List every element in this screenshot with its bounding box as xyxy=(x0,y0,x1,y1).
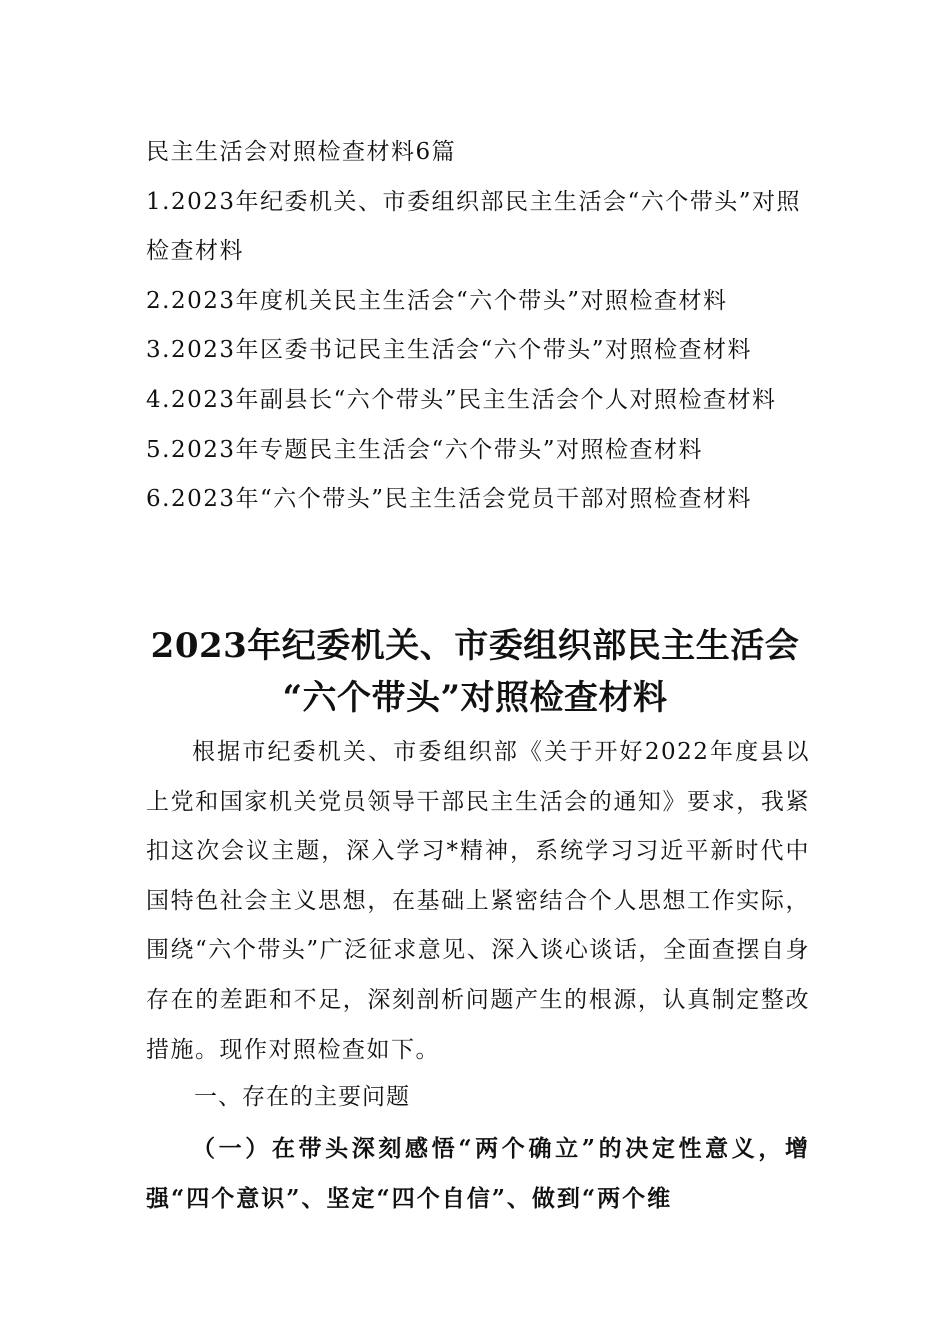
article-title xyxy=(100,620,850,724)
table-of-contents xyxy=(146,128,806,525)
subsection-heading-1 xyxy=(146,1124,810,1223)
subsection-heading-text: （一）在带头深刻感悟“两个确立”的决定性意义，增强“四个意识”、坚定“四个自信”、做到“两个维 xyxy=(146,1135,810,1212)
article-intro xyxy=(146,728,810,1075)
toc-item-2: 2.2023年度机关民主生活会“六个带头”对照检查材料 xyxy=(146,287,728,314)
toc-item-5: 5.2023年专题民主生活会“六个带头”对照检查材料 xyxy=(146,436,703,463)
intro-paragraph: 根据市纪委机关、市委组织部《关于开好2022年度县以上党和国家机关党员领导干部民主生活会的通知》要求，我紧扣这次会议主题，深入学习*精神，系统学习习近平新时代中国特色社会主义思想，在基础上紧密结合个人思想工作实际，围绕“六个带头”广泛征求意见、深入谈心谈话，全面查摆自身存在的差距和不足，深刻剖析问题产生的根源，认真制定整改措施。现作对照检查如下。 xyxy=(146,739,810,1063)
article-title-line-2: “六个带头”对照检查材料 xyxy=(282,678,668,718)
toc-item-4: 4.2023年副县长“六个带头”民主生活会个人对照检查材料 xyxy=(146,386,777,413)
article-title-line-1: 2023年纪委机关、市委组织部民主生活会 xyxy=(150,626,800,666)
toc-title: 民主生活会对照检查材料6篇 xyxy=(146,139,457,165)
toc-item-6: 6.2023年“六个带头”民主生活会党员干部对照检查材料 xyxy=(146,486,752,513)
section-heading-1: 一、存在的主要问题 xyxy=(194,1084,410,1110)
toc-item-3: 3.2023年区委书记民主生活会“六个带头”对照检查材料 xyxy=(146,337,752,364)
toc-item-1: 1.2023年纪委机关、市委组织部民主生活会“六个带头”对照检查材料 xyxy=(146,188,801,265)
